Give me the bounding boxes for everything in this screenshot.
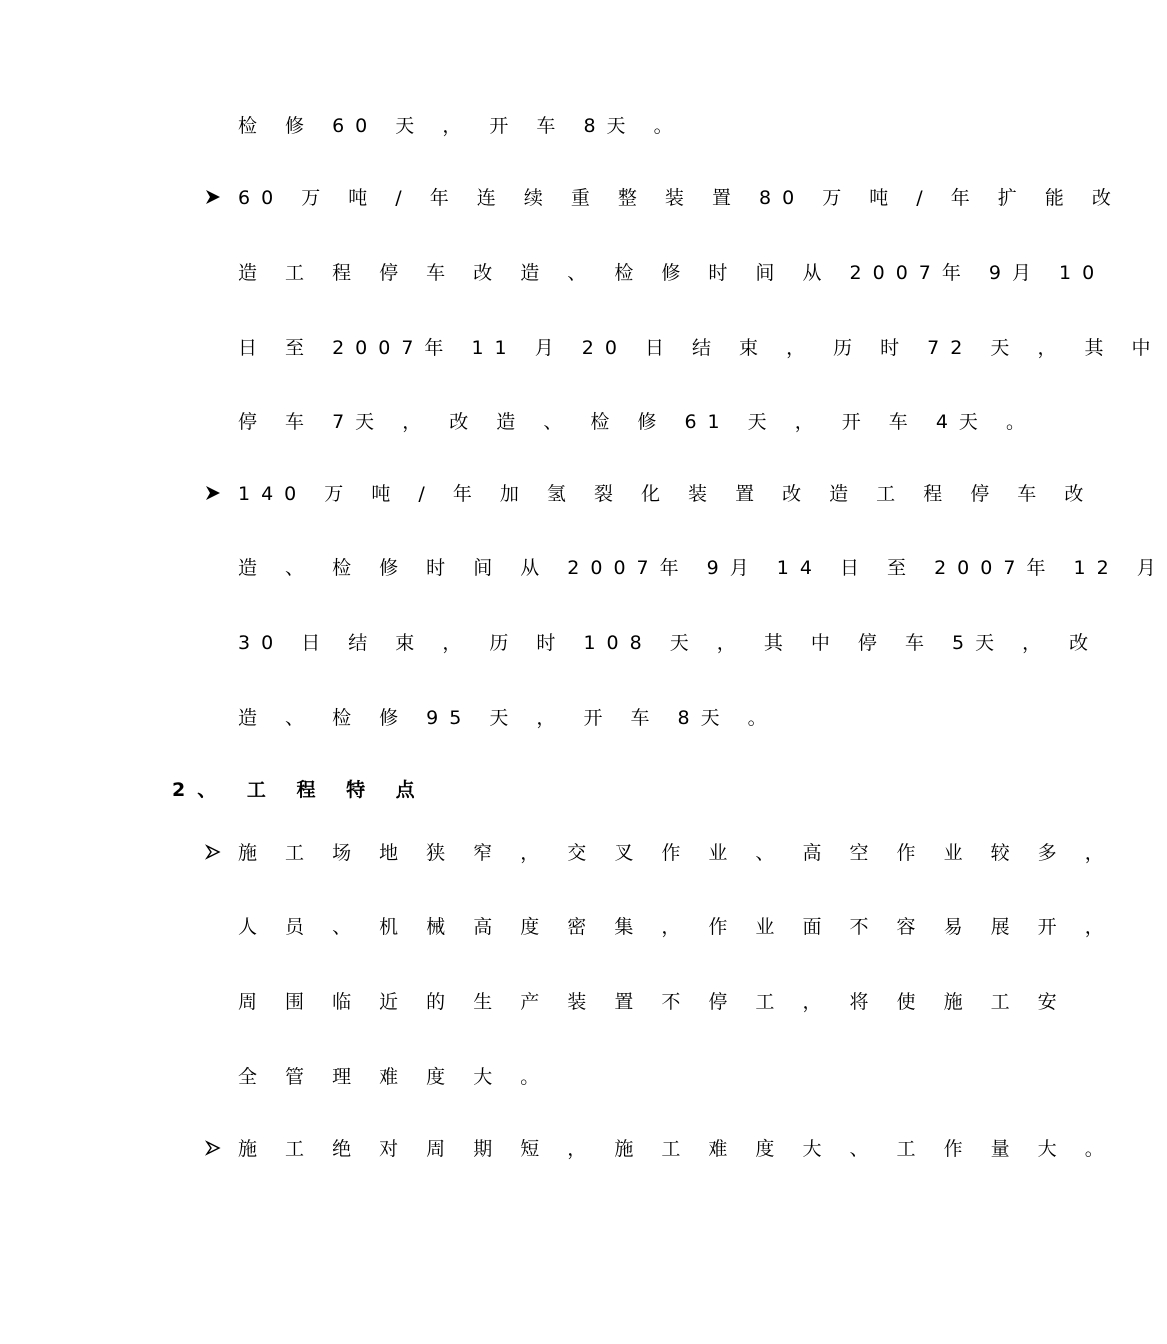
text-line: 周 围 临 近 的 生 产 装 置 不 停 工 ， 将 使 施 工 安 xyxy=(238,991,1068,1013)
text-line: 停 车 7天 ， 改 造 、 检 修 61 天 ， 开 车 4天 。 xyxy=(238,411,1036,433)
arrow-bullet-icon xyxy=(204,482,222,504)
text-line: 日 至 2007年 11 月 20 日 结 束 ， 历 时 72 天 ， 其 中 xyxy=(238,337,1162,359)
outline-arrow-bullet-icon xyxy=(204,841,222,863)
text-line: 施 工 场 地 狭 窄 ， 交 叉 作 业 、 高 空 作 业 较 多 ， xyxy=(238,842,1115,864)
text-line: 施 工 绝 对 周 期 短 ， 施 工 难 度 大 、 工 作 量 大 。 xyxy=(238,1138,1115,1160)
text-line: 60 万 吨 / 年 连 续 重 整 装 置 80 万 吨 / 年 扩 能 改 xyxy=(238,187,1122,209)
section-heading: 2、 工 程 特 点 xyxy=(172,779,427,801)
text-line: 造 工 程 停 车 改 造 、 检 修 时 间 从 2007年 9月 10 xyxy=(238,262,1106,284)
text-line: 造 、 检 修 时 间 从 2007年 9月 14 日 至 2007年 12 月 xyxy=(238,557,1167,579)
text-line: 人 员 、 机 械 高 度 密 集 ， 作 业 面 不 容 易 展 开 ， xyxy=(238,916,1115,938)
text-line: 140 万 吨 / 年 加 氢 裂 化 装 置 改 造 工 程 停 车 改 xyxy=(238,483,1095,505)
text-line: 造 、 检 修 95 天 ， 开 车 8天 。 xyxy=(238,707,778,729)
text-line: 全 管 理 难 度 大 。 xyxy=(238,1066,551,1088)
arrow-bullet-icon xyxy=(204,186,222,208)
text-line: 检 修 60 天 ， 开 车 8天 。 xyxy=(238,115,684,137)
outline-arrow-bullet-icon xyxy=(204,1137,222,1159)
text-line: 30 日 结 束 ， 历 时 108 天 ， 其 中 停 车 5天 ， 改 xyxy=(238,632,1100,654)
